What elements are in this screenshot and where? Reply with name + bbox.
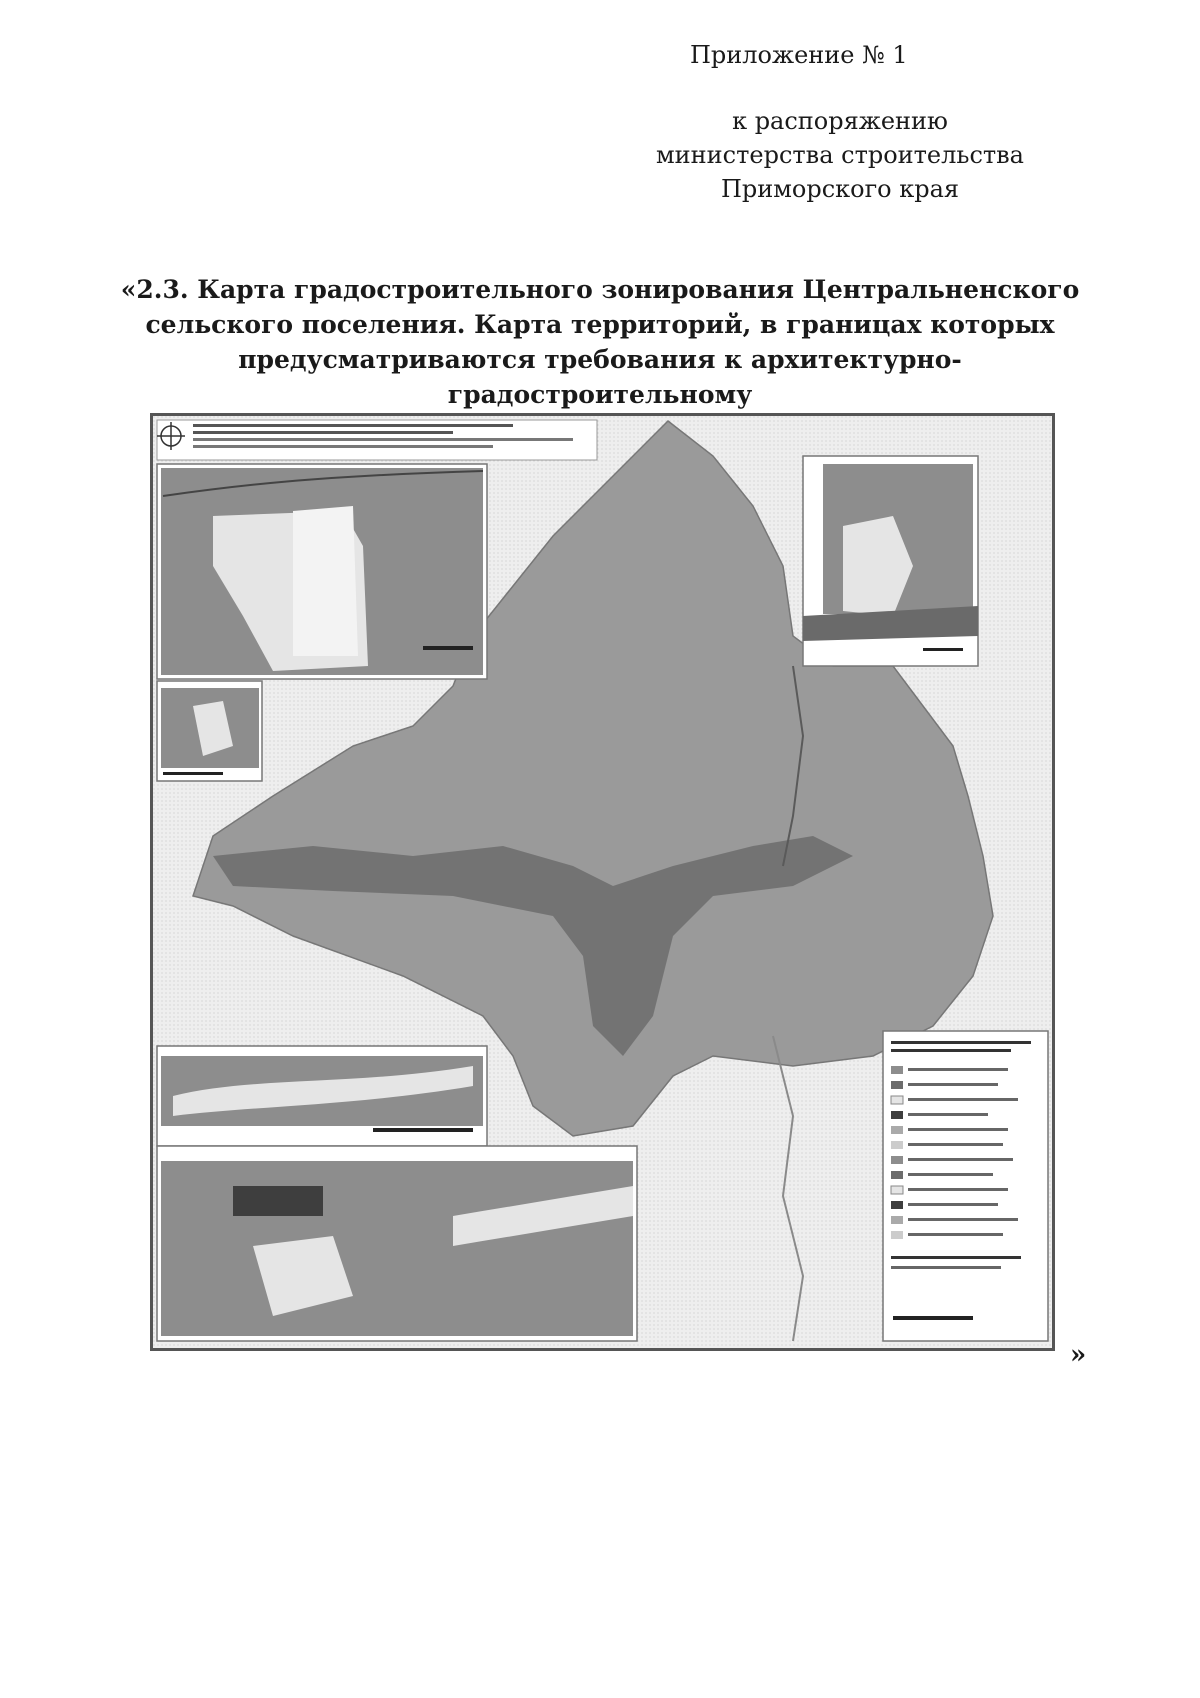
zoning-map-image bbox=[150, 413, 1055, 1351]
title-line: сельского поселения. Карта территорий, в границах которых bbox=[145, 310, 1055, 339]
title-line: предусматриваются требования к архитектурно-градостроительному bbox=[238, 345, 962, 409]
addressee-line: Приморского края bbox=[720, 175, 960, 203]
zoning-map-icon bbox=[153, 416, 1052, 1348]
addressee-line: министерства строительства bbox=[656, 141, 1024, 169]
title-line: «2.3. Карта градостроительного зонирования Центральненского bbox=[120, 275, 1080, 304]
closing-quote: » bbox=[1070, 1340, 1087, 1370]
addressee-line: к распоряжению bbox=[732, 107, 948, 135]
addressee-block bbox=[630, 104, 1050, 206]
annex-label: Приложение № 1 bbox=[690, 41, 908, 69]
